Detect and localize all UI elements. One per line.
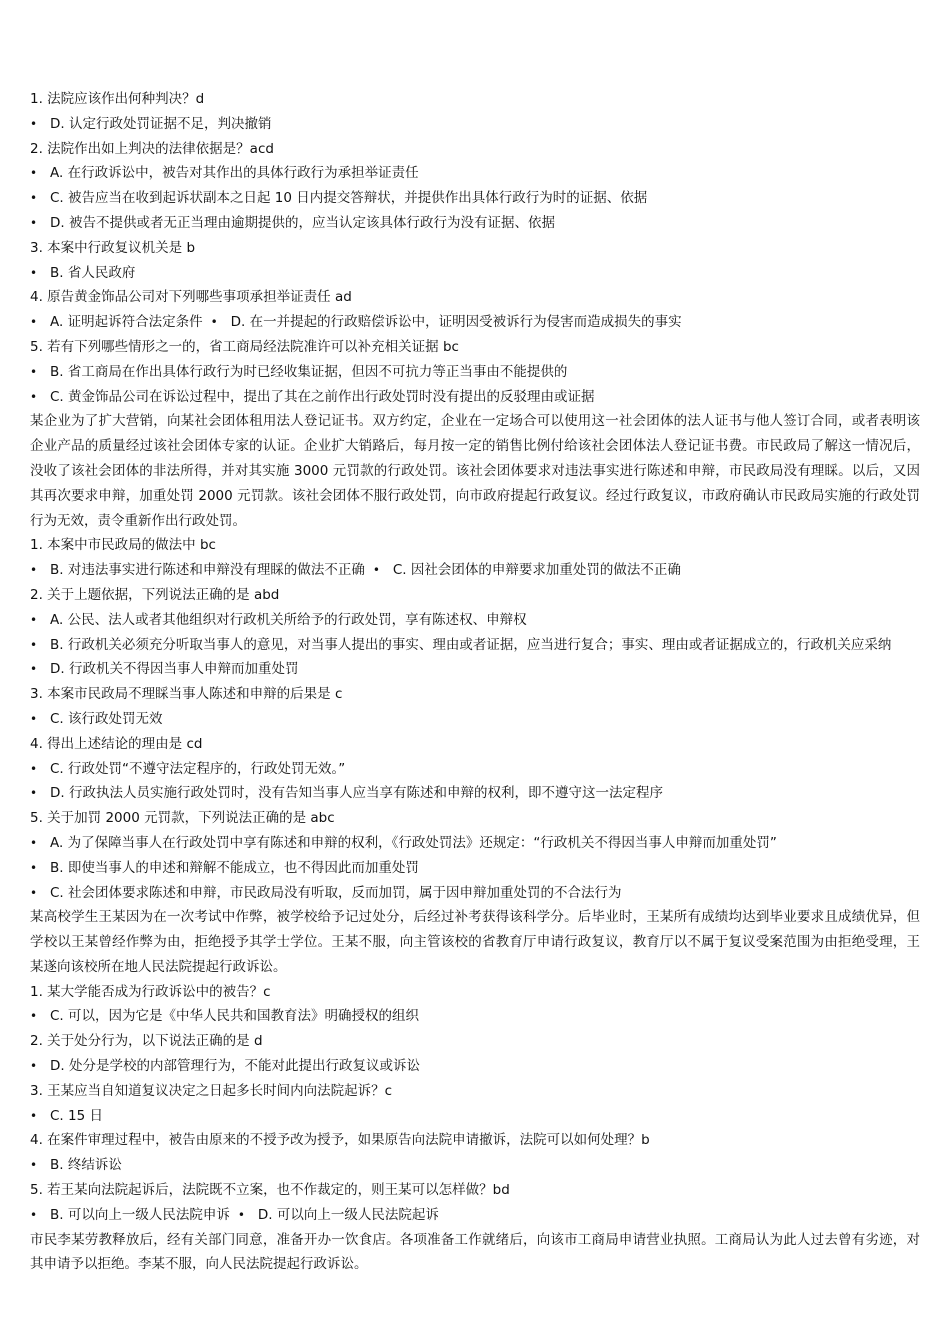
answer-option-line xyxy=(30,310,920,335)
question-line: 1. 某大学能否成为行政诉讼中的被告？c xyxy=(30,983,271,1000)
question-line: 2. 关于上题依据，下列说法正确的是 abd xyxy=(30,586,280,603)
bullet-icon: • xyxy=(30,215,38,230)
bullet-icon: • xyxy=(30,1108,38,1123)
answer-option-text: D. 被告不提供或者无正当理由逾期提供的，应当认定该具体行政行为没有证据、依据 xyxy=(50,214,555,231)
question-line: 1. 法院应该作出何种判决？d xyxy=(30,91,205,107)
bullet-icon: • xyxy=(30,612,38,627)
bullet-icon: • xyxy=(30,563,38,578)
answer-option-line xyxy=(30,112,920,137)
question-line: 4. 原告黄金饰品公司对下列哪些事项承担举证责任 ad xyxy=(30,289,352,306)
answer-option-text: B. 可以向上一级人民法院申诉 xyxy=(50,1206,230,1223)
answer-option-text: D. 认定行政处罚证据不足，判决撤销 xyxy=(50,115,272,132)
bullet-icon: • xyxy=(30,1009,38,1024)
answer-option-text: C. 被告应当在收到起诉状副本之日起 10 日内提交答辩状，并提供作出具体行政行为时的证据、依据 xyxy=(50,190,648,207)
answer-option-text: D. 在一并提起的行政赔偿诉讼中，证明因受被诉行为侵害而造成损失的事实 xyxy=(230,314,682,331)
bullet-icon: • xyxy=(30,885,38,900)
case-paragraph: 市民李某劳教释放后，经有关部门同意，准备开办一饮食店。各项准备工作就绪后，向该市工商局申请营业执照。工商局认为此人过去曾有劣迹，对其申请予以拒绝。李某不服，向人民法院提起行政诉讼。 xyxy=(30,1231,920,1273)
bullet-icon: • xyxy=(30,265,38,280)
answer-option-line xyxy=(30,633,920,658)
answer-option-line xyxy=(30,1153,920,1178)
answer-option-line xyxy=(30,757,920,782)
answer-option-text: C. 黄金饰品公司在诉讼过程中，提出了其在之前作出行政处罚时没有提出的反驳理由或证据 xyxy=(50,388,595,405)
question-line: 5. 若王某向法院起诉后，法院既不立案，也不作裁定的，则王某可以怎样做？bd xyxy=(30,1182,510,1199)
bullet-icon: • xyxy=(237,1207,245,1222)
answer-option-text: B. 终结诉讼 xyxy=(50,1157,122,1174)
answer-option-text: C. 15 日 xyxy=(50,1107,103,1124)
question-line: 5. 若有下列哪些情形之一的，省工商局经法院准许可以补充相关证据 bc xyxy=(30,338,459,355)
answer-option-text: C. 社会团体要求陈述和申辩，市民政局没有听取，反而加罚，属于因申辩加重处罚的不合法行为 xyxy=(50,884,622,901)
bullet-icon: • xyxy=(30,835,38,850)
answer-option-line xyxy=(30,211,920,236)
answer-option-text: A. 证明起诉符合法定条件 xyxy=(50,314,203,331)
answer-option-line xyxy=(30,831,920,856)
question-line: 3. 王某应当自知道复议决定之日起多长时间内向法院起诉？c xyxy=(30,1082,393,1099)
answer-option-text: D. 可以向上一级人民法院起诉 xyxy=(257,1206,439,1223)
bullet-icon: • xyxy=(30,364,38,379)
question-line: 3. 本案市民政局不理睬当事人陈述和申辩的后果是 c xyxy=(30,686,343,703)
answer-option-text: A. 在行政诉讼中，被告对其作出的具体行政行为承担举证责任 xyxy=(50,165,419,182)
bullet-icon: • xyxy=(372,563,380,578)
answer-option-text: B. 行政机关必须充分听取当事人的意见，对当事人提出的事实、理由或者证据，应当进行复合；事实、理由或者证据成立的，行政机关应采纳 xyxy=(50,636,892,653)
bullet-icon: • xyxy=(30,116,38,131)
answer-option-line xyxy=(30,707,920,732)
answer-option-line xyxy=(30,360,920,385)
bullet-icon: • xyxy=(30,1207,38,1222)
bullet-icon: • xyxy=(30,761,38,776)
answer-option-text: D. 处分是学校的内部管理行为，不能对此提出行政复议或诉讼 xyxy=(50,1058,420,1075)
bullet-icon: • xyxy=(30,191,38,206)
bullet-icon: • xyxy=(210,315,218,330)
answer-option-text: C. 行政处罚“不遵守法定程序的，行政处罚无效。” xyxy=(50,760,346,777)
answer-option-line xyxy=(30,385,920,410)
answer-option-line xyxy=(30,856,920,881)
case-paragraph: 某企业为了扩大营销，向某社会团体租用法人登记证书。双方约定，企业在一定场合可以使用这一社会团体的法人证书与他人签订合同，或者表明该企业产品的质量经过该社会团体专家的认证。企业扩大销路后，每月按一定的销售比例付给该社会团体法人登记证书费。市民政局了解这一情况后，没收了该社会团体的非法所得，并对其实施 3000 元罚款的行政处罚。该社会团体要求对违法事实进行陈述和申辩，市民政局没有理睬。以后，又因其再次要求申辩，加重处罚 2000 元罚款。该社会团体不服行政处罚，向市政府提起行政复议。经过行政复议，市政府确认市民政局实施的行政处罚行为无效，责令重新作出行政处罚。 xyxy=(30,413,920,529)
bullet-icon: • xyxy=(30,315,38,330)
answer-option-text: B. 对违法事实进行陈述和申辩没有理睬的做法不正确 xyxy=(50,562,365,579)
answer-option-line xyxy=(30,1004,920,1029)
answer-option-text: C. 因社会团体的申辩要求加重处罚的做法不正确 xyxy=(392,562,681,579)
bullet-icon: • xyxy=(30,637,38,652)
bullet-icon: • xyxy=(30,711,38,726)
bullet-icon: • xyxy=(30,662,38,677)
answer-option-text: C. 该行政处罚无效 xyxy=(50,710,163,727)
bullet-icon: • xyxy=(30,166,38,181)
bullet-icon: • xyxy=(30,389,38,404)
answer-option-text: D. 行政执法人员实施行政处罚时，没有告知当事人应当享有陈述和申辩的权利，即不遵守这一法定程序 xyxy=(50,785,663,802)
bullet-icon: • xyxy=(30,786,38,801)
answer-option-line xyxy=(30,781,920,806)
question-line: 4. 得出上述结论的理由是 cd xyxy=(30,735,203,752)
answer-option-line xyxy=(30,881,920,906)
case-paragraph: 某高校学生王某因为在一次考试中作弊，被学校给予记过处分，后经过补考获得该科学分。后毕业时，王某所有成绩均达到毕业要求且成绩优异，但学校以王某曾经作弊为由，拒绝授予其学士学位。王某不服，向主管该校的省教育厅申请行政复议，教育厅以不属于复议受案范围为由拒绝受理，王某遂向该校所在地人民法院提起行政诉讼。 xyxy=(30,909,920,975)
answer-option-line xyxy=(30,608,920,633)
document-page xyxy=(30,87,920,1277)
question-line: 4. 在案件审理过程中，被告由原来的不授予改为授予，如果原告向法院申请撤诉，法院可以如何处理？b xyxy=(30,1132,650,1149)
answer-option-text: A. 为了保障当事人在行政处罚中享有陈述和申辩的权利，《行政处罚法》还规定：“行政机关不得因当事人申辩而加重处罚” xyxy=(50,834,777,851)
question-line: 2. 关于处分行为，以下说法正确的是 d xyxy=(30,1033,263,1050)
question-line: 3. 本案中行政复议机关是 b xyxy=(30,239,196,256)
bullet-icon: • xyxy=(30,860,38,875)
answer-option-line xyxy=(30,1203,920,1228)
bullet-icon: • xyxy=(30,1059,38,1074)
question-line: 1. 本案中市民政局的做法中 bc xyxy=(30,537,216,554)
answer-option-text: D. 行政机关不得因当事人申辩而加重处罚 xyxy=(50,661,299,678)
answer-option-line xyxy=(30,261,920,286)
question-line: 2. 法院作出如上判决的法律依据是？acd xyxy=(30,140,274,157)
question-line: 5. 关于加罚 2000 元罚款，下列说法正确的是 abc xyxy=(30,810,335,827)
answer-option-line xyxy=(30,186,920,211)
answer-option-text: A. 公民、法人或者其他组织对行政机关所给予的行政处罚，享有陈述权、申辩权 xyxy=(50,611,527,628)
answer-option-line xyxy=(30,657,920,682)
answer-option-line xyxy=(30,1104,920,1129)
answer-option-text: B. 省人民政府 xyxy=(50,264,136,281)
answer-option-text: B. 即使当事人的申述和辩解不能成立，也不得因此而加重处罚 xyxy=(50,859,419,876)
answer-option-line xyxy=(30,1054,920,1079)
answer-option-text: C. 可以，因为它是《中华人民共和国教育法》明确授权的组织 xyxy=(50,1008,420,1025)
bullet-icon: • xyxy=(30,1158,38,1173)
answer-option-text: B. 省工商局在作出具体行政行为时已经收集证据，但因不可抗力等正当事由不能提供的 xyxy=(50,363,568,380)
answer-option-line xyxy=(30,161,920,186)
answer-option-line xyxy=(30,558,920,583)
